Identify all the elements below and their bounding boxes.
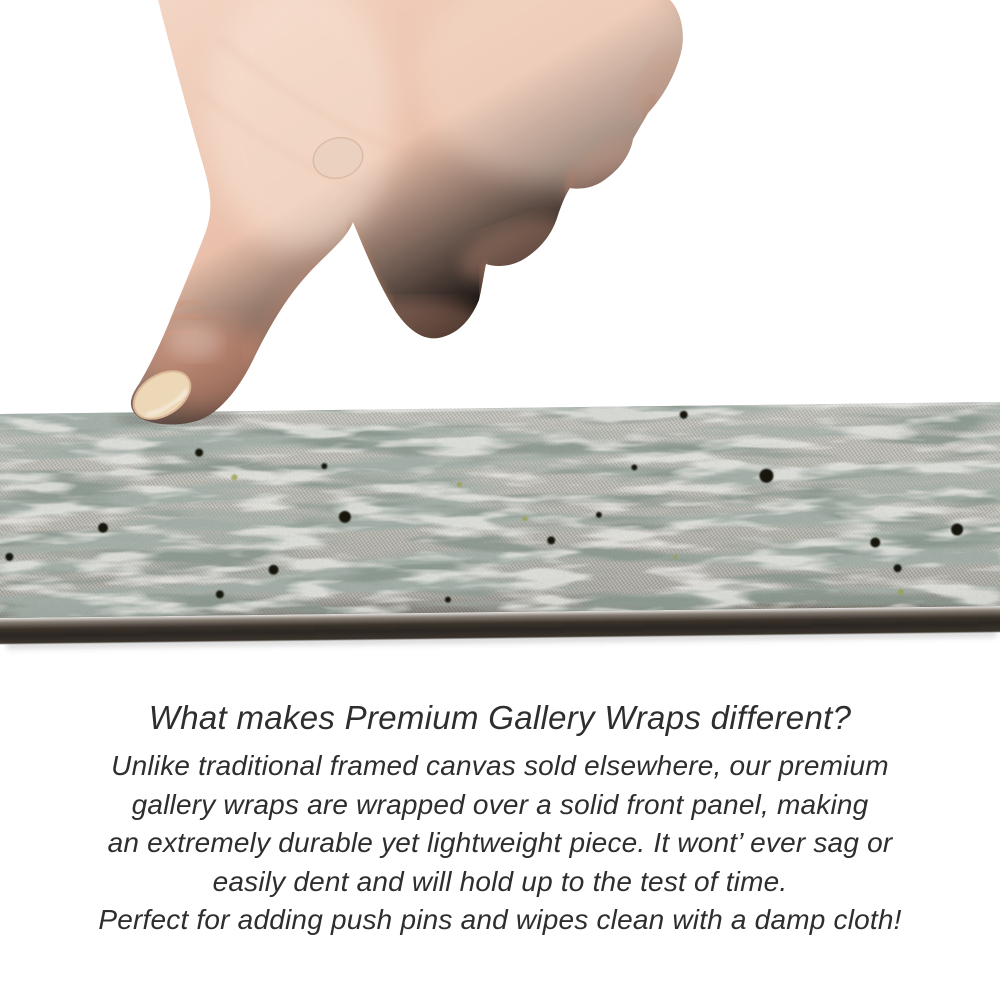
body-line: easily dent and will hold up to the test of time. xyxy=(212,865,788,897)
body-line: Perfect for adding push pins and wipes clean with a damp cloth! xyxy=(98,904,902,935)
canvas-strip xyxy=(0,402,1000,644)
weave-grain xyxy=(0,402,1000,618)
body-line: gallery wraps are wrapped over a solid front panel, making xyxy=(131,788,869,820)
body-line: Unlike traditional framed canvas sold elsewhere, our premium xyxy=(111,750,889,781)
body-line: an extremely durable yet lightweight piece. It wont’ ever sag or xyxy=(107,827,893,858)
hand-photo xyxy=(0,0,1000,432)
description-text xyxy=(0,698,1000,940)
canvas-texture xyxy=(0,402,1000,618)
heading: What makes Premium Gallery Wraps different? xyxy=(148,699,852,736)
thumb-shine xyxy=(169,324,221,360)
finger-shadow xyxy=(348,300,492,360)
